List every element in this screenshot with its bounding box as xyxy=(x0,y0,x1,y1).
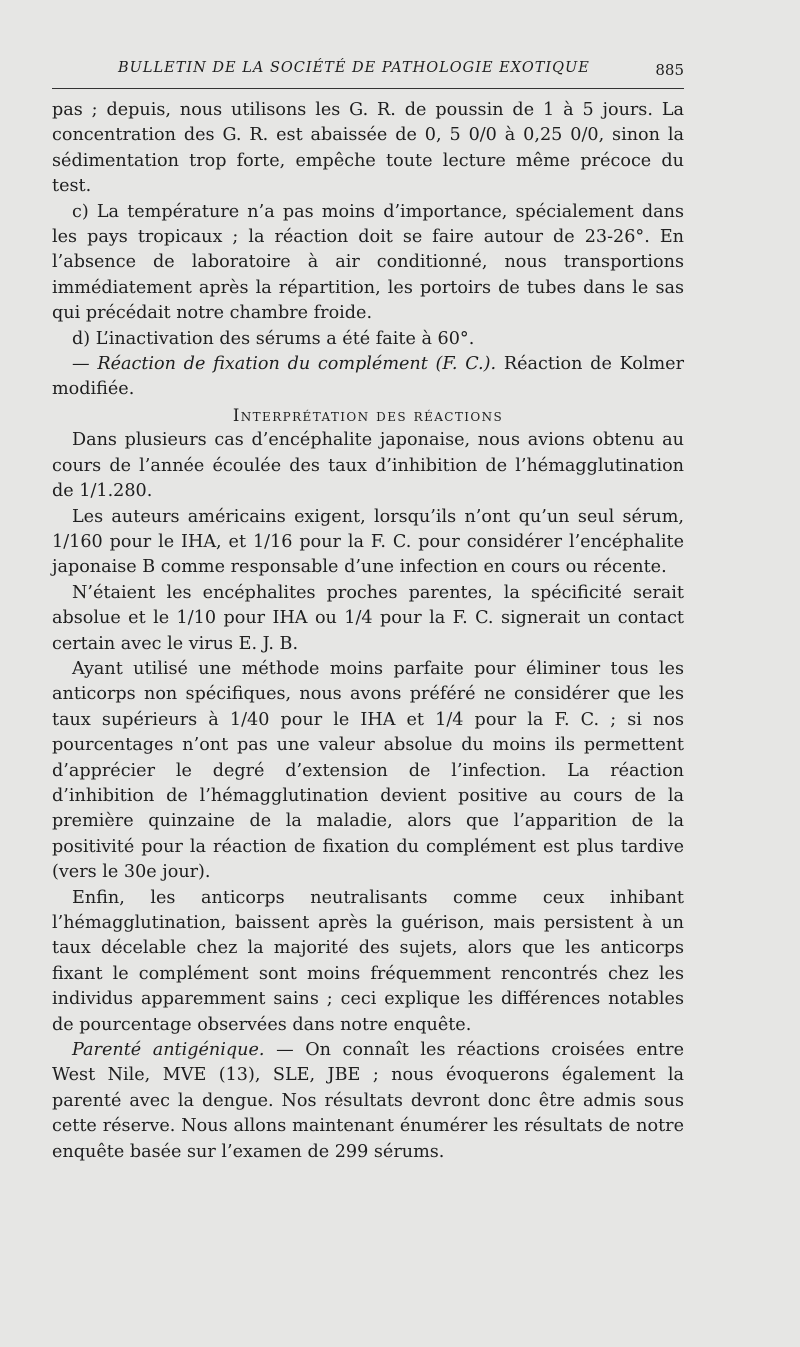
paragraph-5: Dans plusieurs cas d’encéphalite japonaise, nous avions obtenu au cours de l’année écoulée des taux d’inhibition de l’hémagglutination de 1/1.280. xyxy=(52,430,684,502)
paragraph-10-text: — On connaît les réactions croisées entre West Nile, MVE (13), SLE, JBE ; nous évoquerons également la parenté avec la dengue. Nos résultats devront donc être admis sous cette réserve. Nous allons maintenant énumérer les résultats de notre enquête basée sur l’examen de 299 sérums. xyxy=(52,1040,684,1162)
paragraph-4-text: Réaction de Kolmer modifiée. xyxy=(52,354,684,400)
paragraph-1: pas ; depuis, nous utilisons les G. R. de poussin de 1 à 5 jours. La concentration des G. R. est abaissée de 0, 5 0/0 à 0,25 0/0, sinon la sédimentation trop forte, empêche toute lecture même précoce du test. xyxy=(52,100,684,197)
body-text xyxy=(52,98,684,1165)
paragraph-8: Ayant utilisé une méthode moins parfaite pour éliminer tous les anticorps non spécifiques, nous avons préféré ne considérer que les taux supérieurs à 1/40 pour le IHA et 1/4 pour la F. C. ; si nos pourcentages n’ont pas une valeur absolue du moins ils permettent d’apprécier le degré d’extension de l’infection. La réaction d’inhibition de l’hémagglutination devient positive au cours de la première quinzaine de la maladie, alors que l’apparition de la positivité pour la réaction de fixation du complément est plus tardive (vers le 30e jour). xyxy=(52,658,684,883)
paragraph-10-lead: Parenté antigénique. xyxy=(72,1040,265,1061)
paragraph-3: d) L’inactivation des sérums a été faite à 60°. xyxy=(72,328,475,349)
paragraph-6: Les auteurs américains exigent, lorsqu’ils n’ont qu’un seul sérum, 1/160 pour le IHA, et 1/16 pour la F. C. pour considérer l’encéphalite japonaise B comme responsable d’une infection en cours ou récente. xyxy=(52,506,684,578)
running-title: BULLETIN DE LA SOCIÉTÉ DE PATHOLOGIE EXOTIQUE xyxy=(118,60,590,76)
page-number: 885 xyxy=(655,61,684,79)
paragraph-4-lead: — Réaction de fixation du complément (F. C.). xyxy=(72,354,497,375)
paragraph-7: N’étaient les encéphalites proches parentes, la spécificité serait absolue et le 1/10 pour IHA ou 1/4 pour la F. C. signerait un contact certain avec le virus E. J. B. xyxy=(52,582,684,654)
paragraph-2: c) La température n’a pas moins d’importance, spécialement dans les pays tropicaux ; la réaction doit se faire autour de 23-26°. En l’absence de laboratoire à air conditionné, nous transportions immédiatement après la répartition, les portoirs de tubes dans le sas qui précédait notre chambre froide. xyxy=(52,201,684,324)
section-heading: Interprétation des réactions xyxy=(232,405,504,425)
paragraph-4 xyxy=(52,352,684,403)
paragraph-10 xyxy=(52,1038,684,1165)
page-header xyxy=(52,56,684,89)
paragraph-9: Enfin, les anticorps neutralisants comme ceux inhibant l’hémagglutination, baissent après la guérison, mais persistent à un taux décelable chez la majorité des sujets, alors que les anticorps fixant le complément sont moins fréquemment rencontrés chez les individus apparemment sains ; ceci explique les différences notables de pourcentage observées dans notre enquête. xyxy=(52,887,684,1035)
